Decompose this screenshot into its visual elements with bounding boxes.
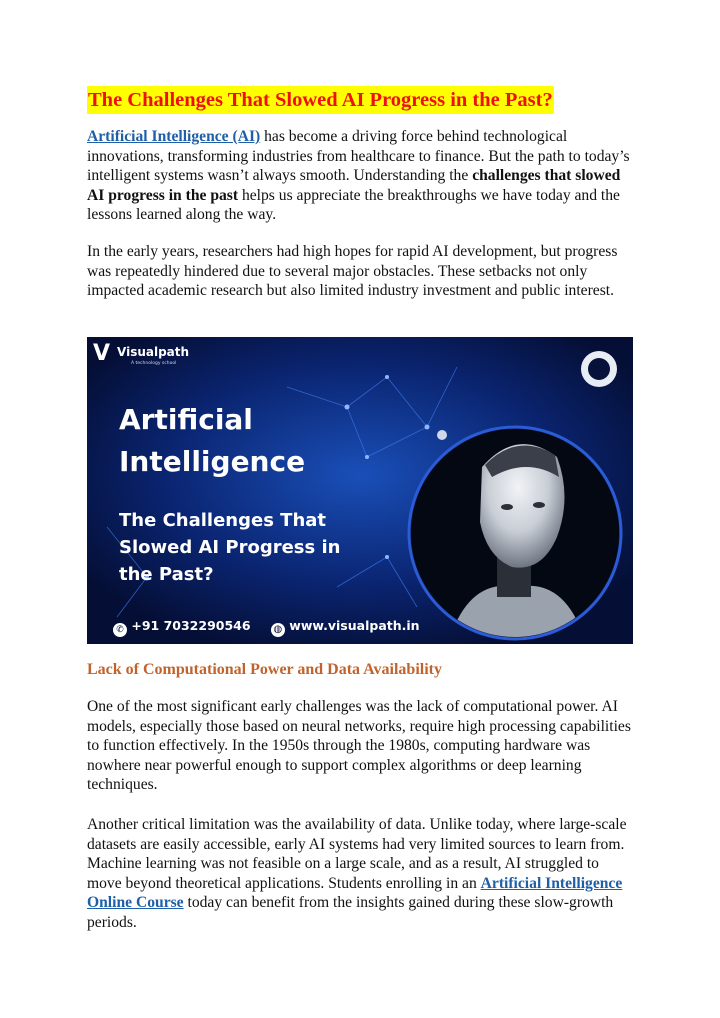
intro-text-2: helps us appreciate the breakthroughs we have today and the lessons learned along the way. — [87, 186, 620, 224]
data-availability-paragraph — [87, 815, 635, 933]
data-text-2: today can benefit from the insights gained during these slow-growth periods. — [87, 894, 614, 931]
brand-tagline: A technology school — [131, 361, 177, 366]
banner-subtitle — [119, 507, 340, 588]
intro-bold-text: challenges that slowed AI progress in the past — [87, 167, 621, 204]
page-title: The Challenges That Slowed AI Progress in the Past? — [87, 86, 554, 114]
brand-name: Visualpath — [117, 345, 190, 359]
early-years-paragraph: In the early years, researchers had high hopes for rapid AI development, but progress was repeatedly hindered due to several major obstacles. These setbacks not only impacted academic research but also limited industry investment and public interest. — [87, 242, 618, 300]
visualpath-logo-icon: V — [93, 341, 111, 366]
banner-subtitle-line-2: Slowed AI Progress in — [119, 537, 341, 558]
banner-subtitle-line-3: the Past? — [119, 564, 214, 585]
banner-title-line-2: Intelligence — [119, 445, 306, 478]
globe-icon: ◍ — [271, 623, 285, 637]
section-heading: Lack of Computational Power and Data Availability — [87, 661, 442, 678]
banner-subtitle-line-1: The Challenges That — [119, 510, 327, 531]
decor-circle-inner — [588, 358, 610, 380]
computational-power-paragraph: One of the most significant early challenges was the lack of computational power. AI models, especially those based on neural networks, require high processing capabilities to function effectively. In the 1950s through the 1980s, computing hardware was nowhere near powerful enough to support complex algorithms or deep learning techniques. — [87, 698, 631, 794]
intro-text-1: has become a driving force behind technological innovations, transforming industries from healthcare to finance. But the path to today’s intelligent systems wasn’t always smooth. Understanding the — [87, 128, 630, 185]
banner-graphic — [87, 337, 633, 644]
banner-contact — [113, 618, 420, 637]
intro-paragraph — [87, 127, 635, 225]
banner-title — [119, 399, 305, 483]
phone-number: +91 7032290546 — [131, 618, 251, 633]
ai-banner-image — [87, 337, 633, 644]
website-url: www.visualpath.in — [289, 618, 420, 633]
ai-online-course-link[interactable]: Artificial Intelligence Online Course — [87, 874, 623, 912]
ai-link[interactable]: Artificial Intelligence (AI) — [87, 128, 261, 145]
banner-title-line-1: Artificial — [119, 403, 253, 436]
data-text-1: Another critical limitation was the availability of data. Unlike today, where large-scale datasets are easily accessible, early AI systems had very limited sources to learn from. Machine learning was not feasible on a large scale, and as a result, AI struggled to move beyond theoretical applications. Students enrolling in an — [87, 816, 627, 892]
phone-icon: ✆ — [113, 623, 127, 637]
decor-dot — [437, 430, 447, 440]
document-page — [87, 86, 635, 301]
